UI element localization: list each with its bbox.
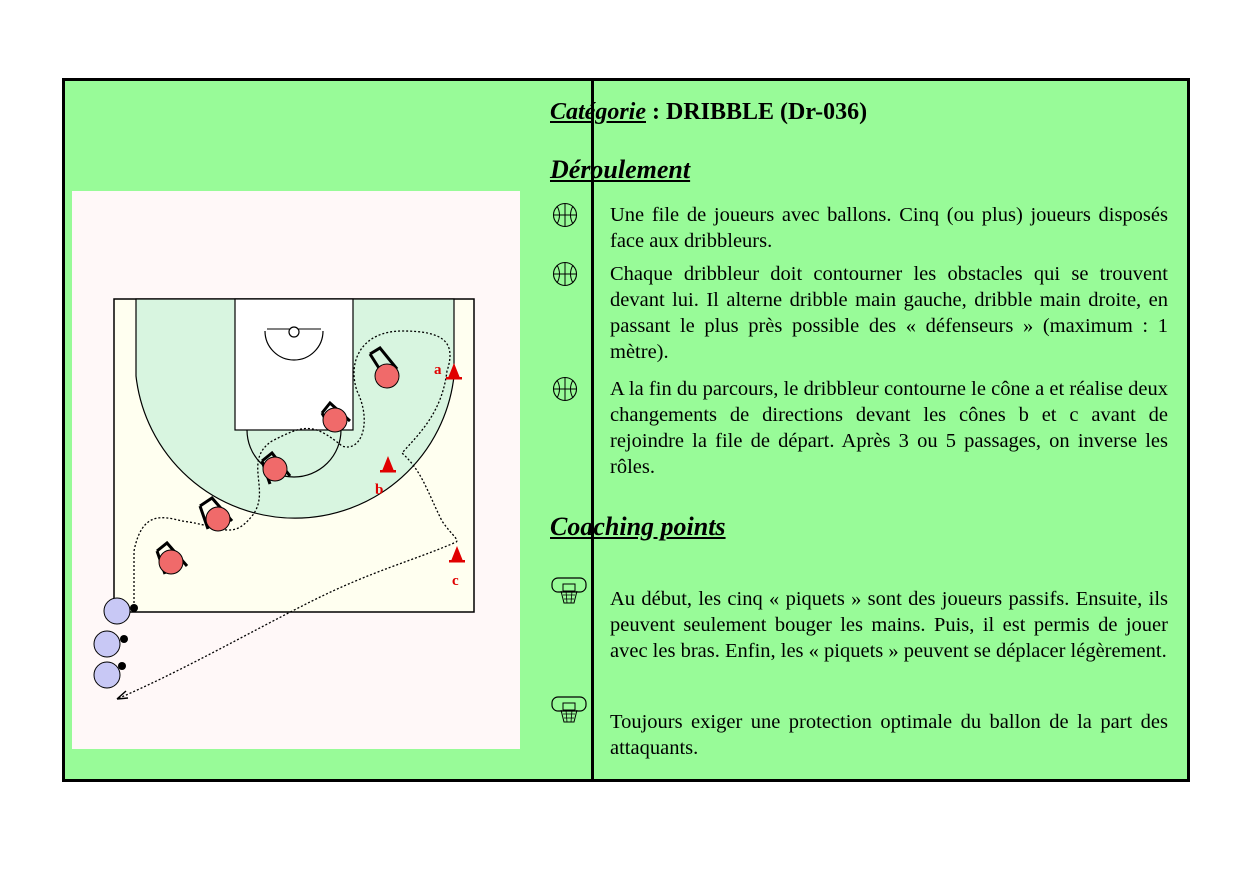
diagram-panel	[65, 81, 591, 779]
category-line	[550, 99, 867, 126]
deroulement-text-2: Chaque dribbleur doit contourner les obstacles qui se trouvent devant lui. Il alterne dribble main gauche, dribble main droite, en passant le plus près possible des « défenseurs » (maximum : 1 mètre).	[610, 263, 1168, 363]
court-diagram	[72, 191, 520, 749]
basketball-icon	[550, 261, 580, 287]
drill-card	[62, 78, 1190, 782]
category-separator: :	[646, 99, 666, 125]
coaching-text-2: Toujours exiger une protection optimale du ballon de la part des attaquants.	[610, 711, 1168, 759]
basket-hoop-icon	[550, 576, 588, 606]
deroulement-text-1: Une file de joueurs avec ballons. Cinq (ou plus) joueurs disposés face aux dribbleurs.	[610, 204, 1168, 252]
deroulement-heading: Déroulement	[550, 155, 691, 184]
basket-hoop-icon	[550, 695, 588, 725]
cone-b-label: b	[375, 482, 384, 498]
attacker-3	[94, 662, 126, 688]
cone-a-label: a	[434, 362, 442, 378]
category-label: Catégorie	[550, 99, 646, 125]
text-panel	[550, 81, 1190, 779]
category-value: DRIBBLE (Dr-036)	[666, 99, 868, 125]
coaching-heading: Coaching points	[550, 512, 726, 541]
attacker-2	[94, 631, 128, 657]
deroulement-text-3: A la fin du parcours, le dribbleur contourne le cône a et réalise deux changements de directions devant les cônes b et c avant de rejoindre la file de départ. Après 3 ou 5 passages, on inverse les rôles.	[610, 378, 1168, 478]
basketball-icon	[550, 376, 580, 402]
coaching-text-1: Au début, les cinq « piquets » sont des joueurs passifs. Ensuite, ils peuvent seulement bouger les mains. Puis, il est permis de jouer avec les bras. Enfin, les « piquets » peuvent se déplacer légèrement.	[610, 588, 1168, 662]
cone-c-label: c	[452, 573, 459, 589]
court-svg	[72, 191, 520, 749]
basketball-icon	[550, 202, 580, 228]
hoop-icon	[289, 327, 299, 337]
